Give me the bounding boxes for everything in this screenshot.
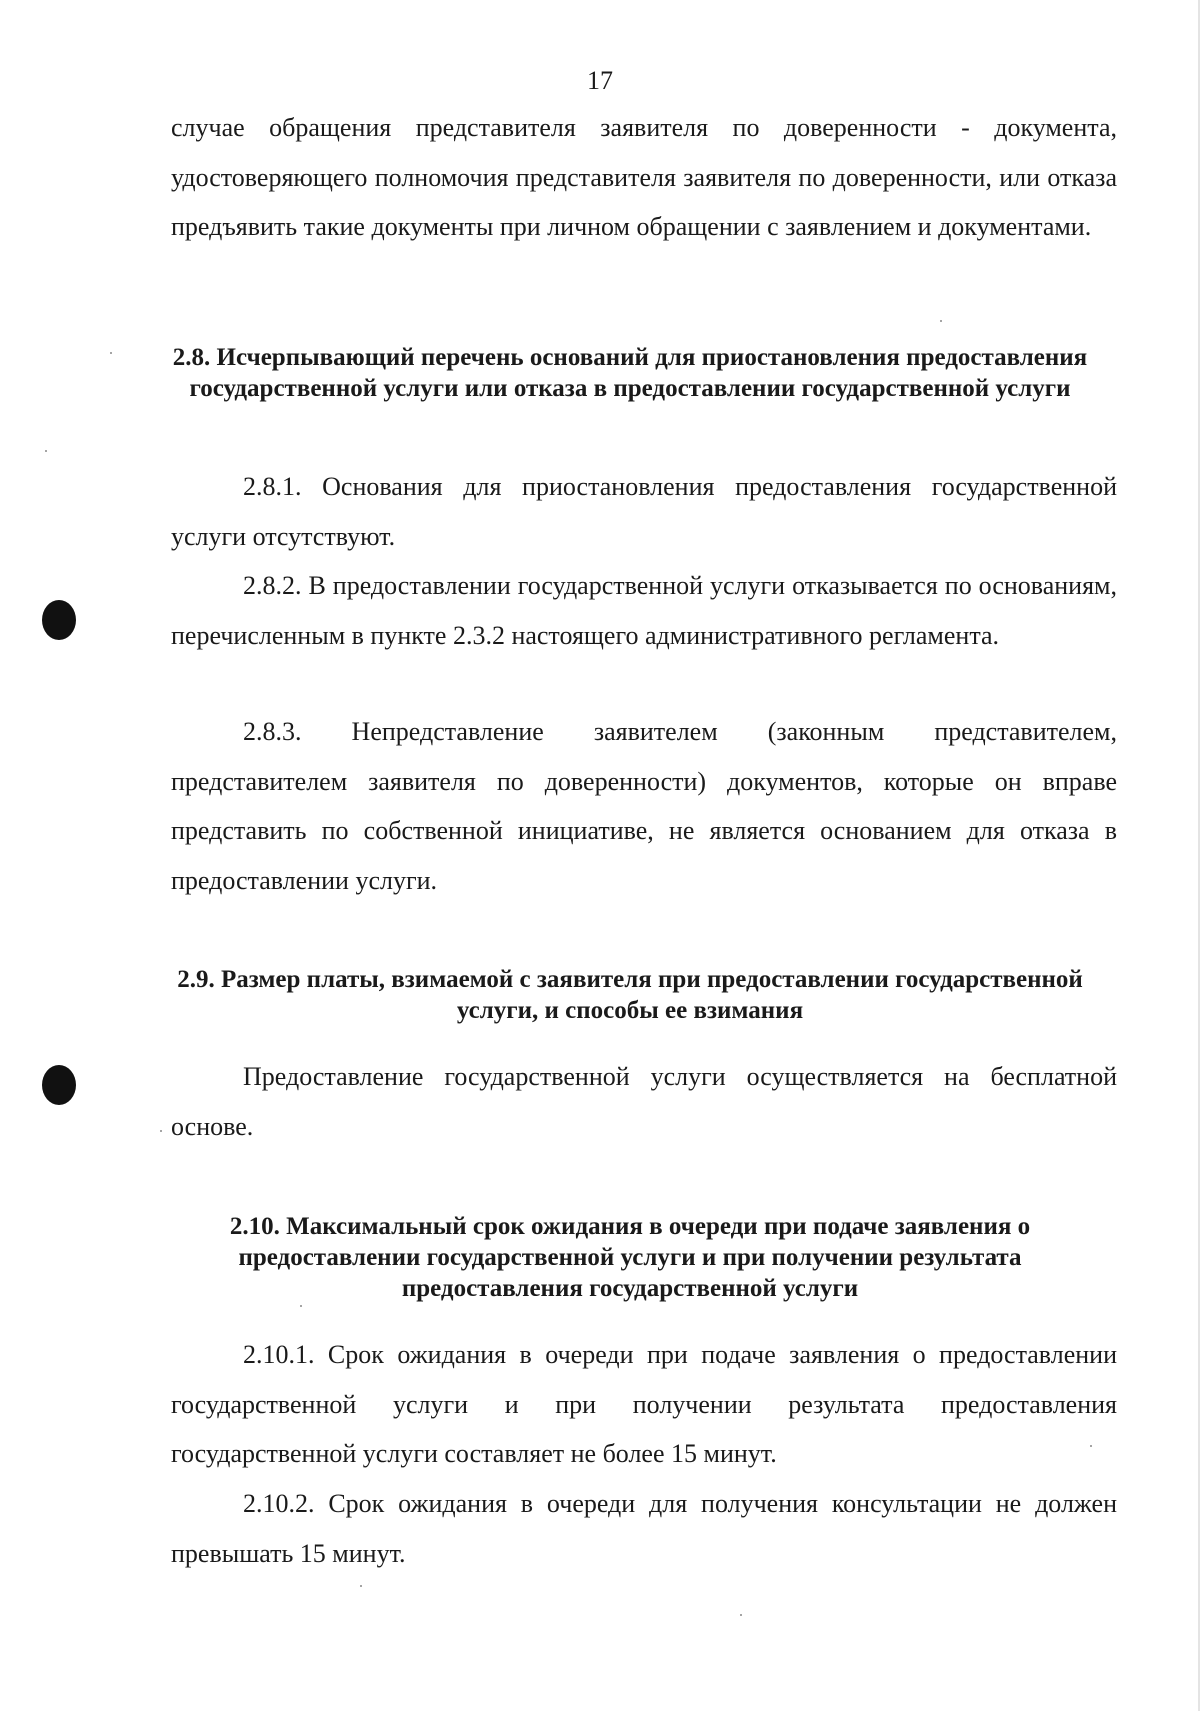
punch-hole-mark <box>42 600 76 640</box>
scan-speck <box>45 450 47 452</box>
paragraph-2-8-2: 2.8.2. В предоставлении государственной услуги отказывается по основаниям, перечисленным в пункте 2.3.2 настоящего административного регламента. <box>171 571 1117 650</box>
paragraph-2-8-1: 2.8.1. Основания для приостановления предоставления государственной услуги отсутствуют. <box>171 472 1117 551</box>
scan-speck <box>740 1614 742 1616</box>
paragraph-2-9: Предоставление государственной услуги осуществляется на бесплатной основе. <box>171 1062 1117 1141</box>
punch-hole-mark <box>42 1065 76 1105</box>
paragraph-2-10-1: 2.10.1. Срок ожидания в очереди при подаче заявления о предоставлении государственной услуги и при получении результата предоставления государственной услуги составляет не более 15 минут. <box>171 1340 1117 1468</box>
scan-speck <box>160 1130 162 1132</box>
scan-speck <box>1090 1445 1092 1447</box>
paragraph-intro: случае обращения представителя заявителя по доверенности - документа, удостоверяющего полномочия представителя заявителя по доверенности, или отказа предъявить такие документы при личном обращении с заявлением и документами. <box>171 113 1117 241</box>
heading-2-9: 2.9. Размер платы, взимаемой с заявителя при предоставлении государственной услуги, и способы ее взимания <box>177 966 1083 1024</box>
heading-2-10: 2.10. Максимальный срок ожидания в очереди при подаче заявления о предоставлении государственной услуги и при получении результата предоставления государственной услуги <box>229 1213 1031 1302</box>
page-number: 17 <box>587 66 613 95</box>
scan-speck <box>360 1585 362 1587</box>
scan-speck <box>110 352 112 354</box>
paragraph-2-10-2: 2.10.2. Срок ожидания в очереди для получения консультации не должен превышать 15 минут. <box>171 1489 1117 1568</box>
scan-speck <box>300 1305 302 1307</box>
heading-2-8: 2.8. Исчерпывающий перечень оснований для приостановления предоставления государственной услуги или отказа в предоставлении государственной услуги <box>172 344 1088 402</box>
scan-speck <box>940 320 942 322</box>
paragraph-2-8-3: 2.8.3. Непредставление заявителем (законным представителем, представителем заявителя по доверенности) документов, которые он вправе представить по собственной инициативе, не является основанием для отказа в предоставлении услуги. <box>171 717 1117 895</box>
